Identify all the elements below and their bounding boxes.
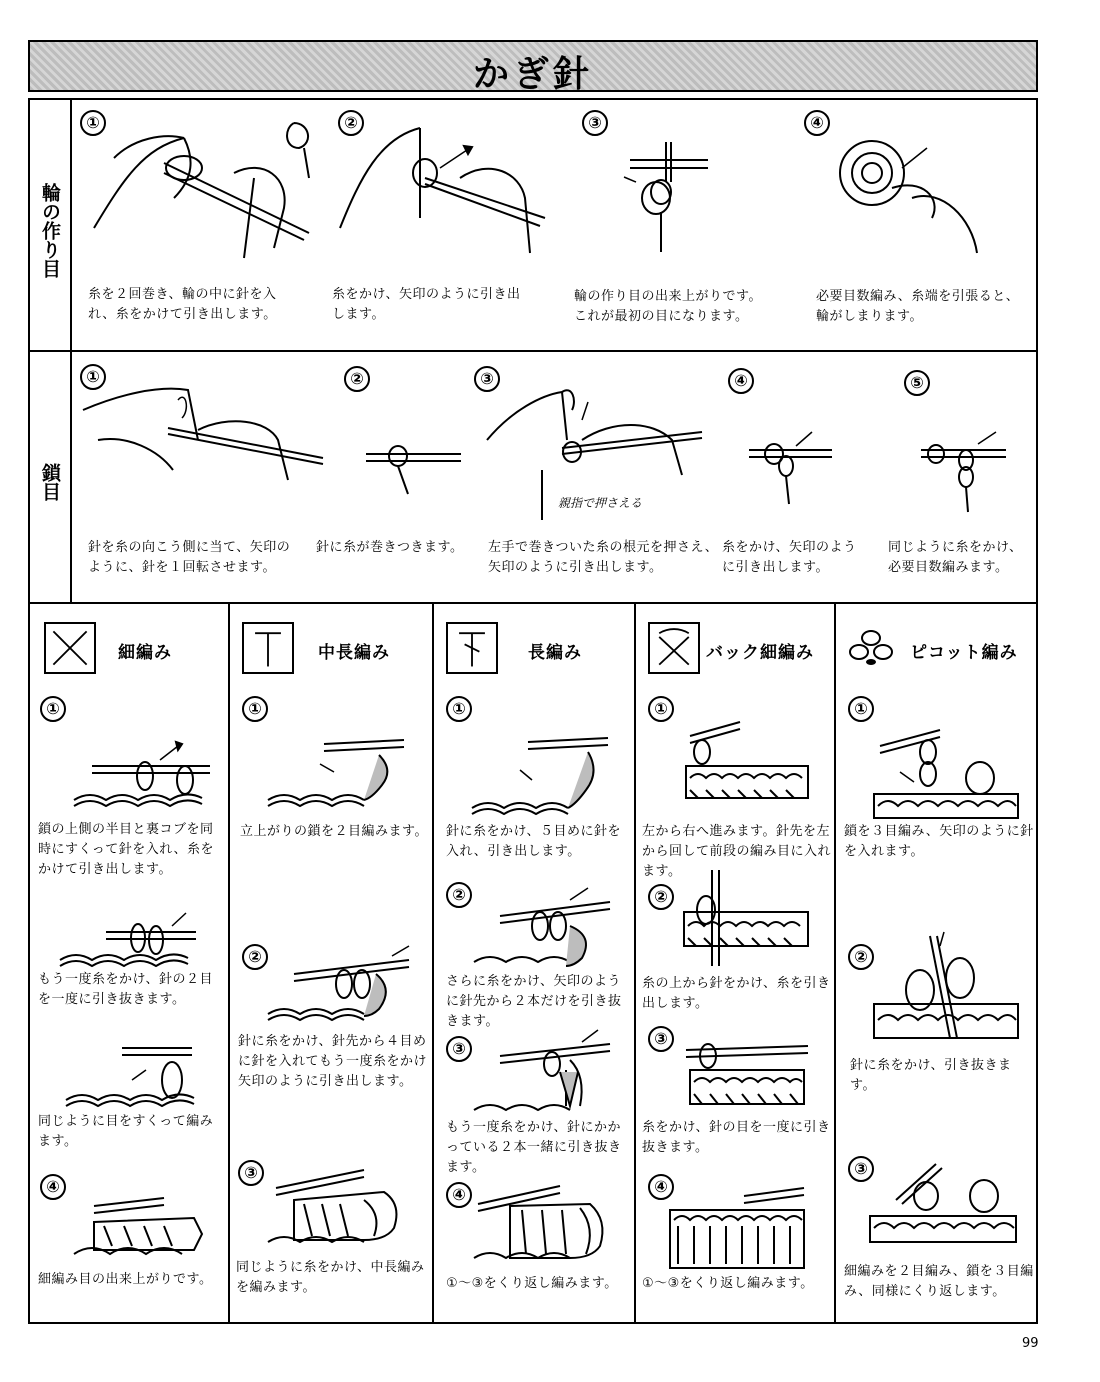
t-cross-symbol-icon [446, 622, 498, 674]
sc-step-3-caption: 同じように目をすくって編み ます。 [38, 1114, 214, 1149]
chain-step-1-number: ① [80, 364, 106, 390]
t-symbol-icon [242, 622, 294, 674]
rsc-step-2-caption: 糸の上から針をかけ、糸を引き 出します。 [642, 976, 831, 1011]
sc-step-1-caption: 鎖の上側の半目と裏コブを同 時にすくって針を入れ、糸を かけて引き出します。 [38, 822, 215, 877]
ring-label-text: 輪の作り目 [39, 182, 61, 278]
half-double-crochet-title: 中長編み [318, 643, 390, 663]
ring-step-1-illustration [84, 118, 324, 268]
chain-step-4-number: ④ [728, 368, 754, 394]
ring-step-3-number: ③ [582, 110, 608, 136]
ring-step-4-number: ④ [804, 110, 830, 136]
chain-step-1-caption: 針を糸の向こう側に当て、矢印の ように、針を１回転させます。 [88, 540, 291, 575]
ring-step-4-caption: 必要目数編み、糸端を引張ると、 輪がしまります。 [816, 289, 1020, 324]
picot-step-2-illustration [870, 928, 1020, 1048]
picot-step-3-caption: 細編みを２目編み、鎖を３目編 み、同様にくり返します。 [844, 1264, 1034, 1299]
dc-step-2-number: ② [446, 882, 472, 908]
rsc-step-3-caption: 糸をかけ、針の目を一度に引き 抜きます。 [642, 1120, 831, 1155]
page-number: 99 [1022, 1336, 1039, 1351]
ring-section-label [30, 100, 72, 350]
hdc-step-2-number: ② [242, 944, 268, 970]
dc-step-3-illustration [470, 1026, 620, 1121]
dc-step-3-number: ③ [446, 1036, 472, 1062]
dc-step-3-caption: もう一度糸をかけ、針にかか っている２本一緒に引き抜き ます。 [446, 1120, 622, 1175]
ring-step-1-caption: 糸を２回巻き、輪の中に針を入 れ、糸をかけて引き出します。 [88, 287, 277, 322]
ring-step-3-illustration [616, 122, 716, 257]
rsc-step-1-number: ① [648, 696, 674, 722]
picot-title: ピコット編み [910, 643, 1018, 663]
sc-step-2-illustration [56, 908, 201, 973]
picot-step-1-number: ① [848, 696, 874, 722]
picot-step-2-caption: 針に糸をかけ、引き抜きます。 [850, 1058, 1012, 1093]
chain-step-2-illustration [356, 424, 466, 499]
rsc-step-3-number: ③ [648, 1026, 674, 1052]
chain-step-3-caption: 左手で巻きついた糸の根元を押さえ、 矢印のように引き出します。 [488, 540, 719, 575]
picot-step-1-illustration [870, 722, 1020, 822]
rsc-step-3-illustration [676, 1026, 816, 1116]
dc-step-1-number: ① [446, 696, 472, 722]
ring-step-3-caption: 輪の作り目の出来上がりです。 これが最初の目になります。 [574, 289, 762, 324]
dc-step-1-illustration [468, 724, 618, 824]
hdc-step-2-caption: 針に糸をかけ、針先から４目め に針を入れてもう一度糸をかけ 矢印のように引き出します。 [238, 1034, 428, 1089]
chain-step-5-illustration [916, 422, 1016, 517]
ring-step-2-number: ② [338, 110, 364, 136]
sc-step-2-caption: もう一度糸をかけ、針の２目 を一度に引き抜きます。 [38, 972, 213, 1007]
sc-step-4-number: ④ [40, 1174, 66, 1200]
hdc-step-1-illustration [264, 730, 414, 815]
title-banner [28, 40, 1038, 95]
ring-step-1-number: ① [80, 110, 106, 136]
chain-section-label [30, 352, 72, 602]
sc-step-1-number: ① [40, 696, 66, 722]
chain-step-2-caption: 針に糸が巻きつきます。 [316, 540, 464, 555]
sc-step-4-caption: 細編み目の出来上がりです。 [38, 1272, 213, 1287]
dc-step-4-number: ④ [446, 1182, 472, 1208]
chain-step-4-caption: 糸をかけ、矢印のよう に引き出します。 [722, 540, 857, 575]
chain-step-1-illustration [78, 380, 338, 500]
picot-step-3-illustration [866, 1160, 1026, 1250]
page-title: かぎ針 [472, 54, 593, 95]
sc-step-3-illustration [62, 1040, 202, 1115]
rsc-step-1-caption: 左から右へ進みます。針先を左 から回して前段の編み目に入れ ます。 [642, 824, 832, 879]
reverse-x-symbol-icon [648, 622, 700, 674]
dc-step-4-illustration [470, 1180, 620, 1270]
rsc-step-1-illustration [680, 716, 820, 806]
single-crochet-title: 細編み [118, 643, 172, 663]
sc-step-4-illustration [64, 1192, 204, 1262]
ring-step-2-caption: 糸をかけ、矢印のように引き出 します。 [332, 287, 521, 322]
picot-symbol-icon [848, 628, 894, 668]
hdc-step-1-number: ① [242, 696, 268, 722]
chain-step-3-note: 親指で押さえる [558, 496, 643, 510]
chain-label-text: 鎖目 [39, 463, 61, 501]
x-symbol-icon [44, 622, 96, 674]
hdc-step-3-illustration [264, 1164, 414, 1249]
ring-step-4-illustration [832, 128, 982, 258]
hdc-step-1-caption: 立上がりの鎖を２目編みます。 [240, 824, 428, 839]
picot-step-2-number: ② [848, 944, 874, 970]
dc-step-2-illustration [470, 886, 620, 976]
hdc-step-2-illustration [264, 944, 419, 1029]
reverse-single-crochet-title: バック細編み [706, 643, 814, 663]
rsc-step-4-number: ④ [648, 1174, 674, 1200]
rsc-step-2-number: ② [648, 884, 674, 910]
rsc-step-4-caption: ①〜③をくり返し編みます。 [642, 1276, 814, 1291]
picot-step-1-caption: 鎖を３目編み、矢印のように針 を入れます。 [844, 824, 1034, 859]
chain-step-5-number: ⑤ [904, 370, 930, 396]
dc-step-1-caption: 針に糸をかけ、５目めに針を 入れ、引き出します。 [446, 824, 621, 859]
chain-step-4-illustration [744, 424, 844, 509]
dc-step-2-caption: さらに糸をかけ、矢印のよう に針先から２本だけを引き抜 きます。 [446, 974, 622, 1029]
picot-step-3-number: ③ [848, 1156, 874, 1182]
chain-step-3-number: ③ [474, 366, 500, 392]
sc-step-1-illustration [70, 740, 215, 810]
dc-step-4-caption: ①〜③をくり返し編みます。 [446, 1276, 618, 1291]
ring-step-2-illustration [330, 118, 560, 268]
chain-step-2-number: ② [344, 366, 370, 392]
hdc-step-3-number: ③ [238, 1160, 264, 1186]
chain-step-5-caption: 同じように糸をかけ、 必要目数編みます。 [888, 540, 1023, 575]
rsc-step-2-illustration [676, 866, 816, 971]
hdc-step-3-caption: 同じように糸をかけ、中長編み を編みます。 [236, 1260, 425, 1295]
double-crochet-title: 長編み [528, 643, 582, 663]
rsc-step-4-illustration [664, 1180, 814, 1275]
